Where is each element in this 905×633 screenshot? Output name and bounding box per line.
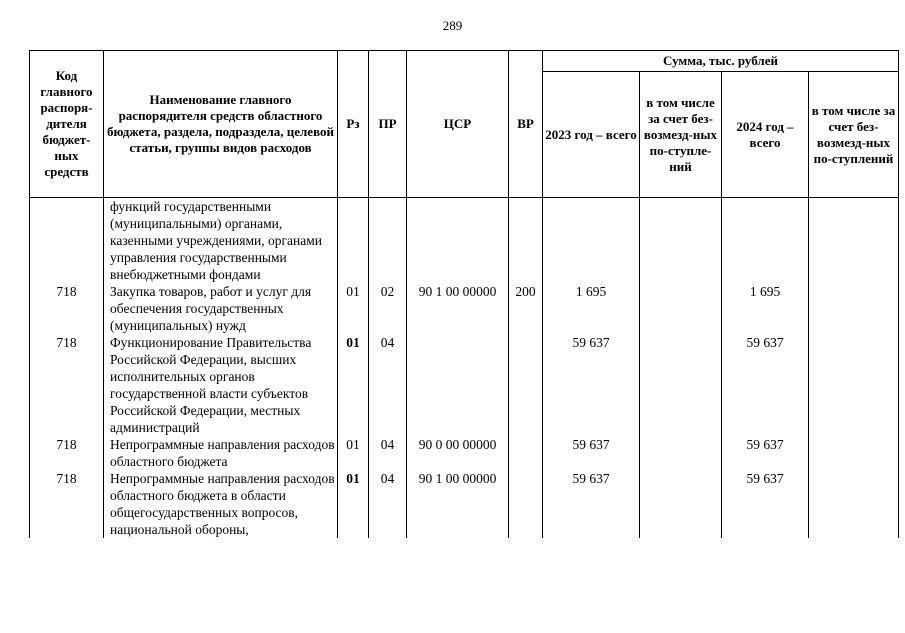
- cell-pr: 04: [369, 436, 407, 470]
- cell-2023-free: [640, 283, 722, 334]
- cell-vr: [509, 436, 543, 470]
- header-2023-total: 2023 год – всего: [543, 72, 640, 198]
- table-body: [30, 198, 899, 539]
- cell-2023-free: [640, 470, 722, 538]
- cell-2024-total: 59 637: [722, 470, 809, 538]
- cell-name: Непрограммные направления расходов областного бюджета в области общегосударственных вопросов, национальной обороны,: [104, 470, 338, 538]
- cell-2023-total: 59 637: [543, 470, 640, 538]
- table-row: [30, 470, 899, 538]
- cell-2023-total: 59 637: [543, 334, 640, 436]
- table-row: [30, 436, 899, 470]
- cell-code: 718: [30, 436, 104, 470]
- cell-code: 718: [30, 470, 104, 538]
- header-2024-free: в том числе за счет без-возмезд-ных по-ступлений: [809, 72, 899, 198]
- cell-2024-free: [809, 470, 899, 538]
- cell-rz: 01: [338, 283, 369, 334]
- cell-csr: 90 1 00 00000: [407, 283, 509, 334]
- cell-rz: 01: [338, 436, 369, 470]
- cell-2023-free: [640, 436, 722, 470]
- cell-2024-total: 59 637: [722, 436, 809, 470]
- cell-rz: 01: [338, 334, 369, 436]
- header-vr: ВР: [509, 51, 543, 198]
- header-2024-total: 2024 год – всего: [722, 72, 809, 198]
- cell-2023-free: [640, 334, 722, 436]
- table-row: [30, 198, 899, 284]
- cell-code: 718: [30, 334, 104, 436]
- cell-pr: 04: [369, 334, 407, 436]
- cell-csr: [407, 334, 509, 436]
- cell-rz: 01: [338, 470, 369, 538]
- cell-2024-free: [809, 436, 899, 470]
- cell-2024-free: [809, 283, 899, 334]
- cell-2024-total: 59 637: [722, 334, 809, 436]
- page-number: 289: [442, 18, 463, 33]
- cell-vr: 200: [509, 283, 543, 334]
- table-row: [30, 334, 899, 436]
- cell-2024-total: 1 695: [722, 283, 809, 334]
- cell-name: Функционирование Правительства Российской Федерации, высших исполнительных органов государственной власти субъектов Российской Федерации, местных администраций: [104, 334, 338, 436]
- cell-name: Непрограммные направления расходов областного бюджета: [104, 436, 338, 470]
- header-pr: ПР: [369, 51, 407, 198]
- cell-2023-total: 59 637: [543, 436, 640, 470]
- header-2023-free: в том числе за счет без-возмезд-ных по-ступле-ний: [640, 72, 722, 198]
- continuation-text: функций государственными (муниципальными) органами, казенными учреждениями, органами управления государственными внебюджетными фондами: [104, 198, 338, 284]
- header-name: Наименование главного распорядителя средств областного бюджета, раздела, подраздела, целевой статьи, группы видов расходов: [104, 51, 338, 198]
- table-row: [30, 283, 899, 334]
- header-code: Код главного распоря-дителя бюджет-ных средств: [30, 51, 104, 198]
- cell-pr: 04: [369, 470, 407, 538]
- cell-2023-total: 1 695: [543, 283, 640, 334]
- cell-code: 718: [30, 283, 104, 334]
- header-csr: ЦСР: [407, 51, 509, 198]
- budget-table: [29, 50, 899, 538]
- cell-vr: [509, 470, 543, 538]
- cell-pr: 02: [369, 283, 407, 334]
- header-rz: Рз: [338, 51, 369, 198]
- cell-vr: [509, 334, 543, 436]
- cell-csr: 90 1 00 00000: [407, 470, 509, 538]
- cell-name: Закупка товаров, работ и услуг для обеспечения государственных (муниципальных) нужд: [104, 283, 338, 334]
- header-sum: Сумма, тыс. рублей: [543, 51, 899, 72]
- cell-csr: 90 0 00 00000: [407, 436, 509, 470]
- table-header: [30, 51, 899, 198]
- cell-2024-free: [809, 334, 899, 436]
